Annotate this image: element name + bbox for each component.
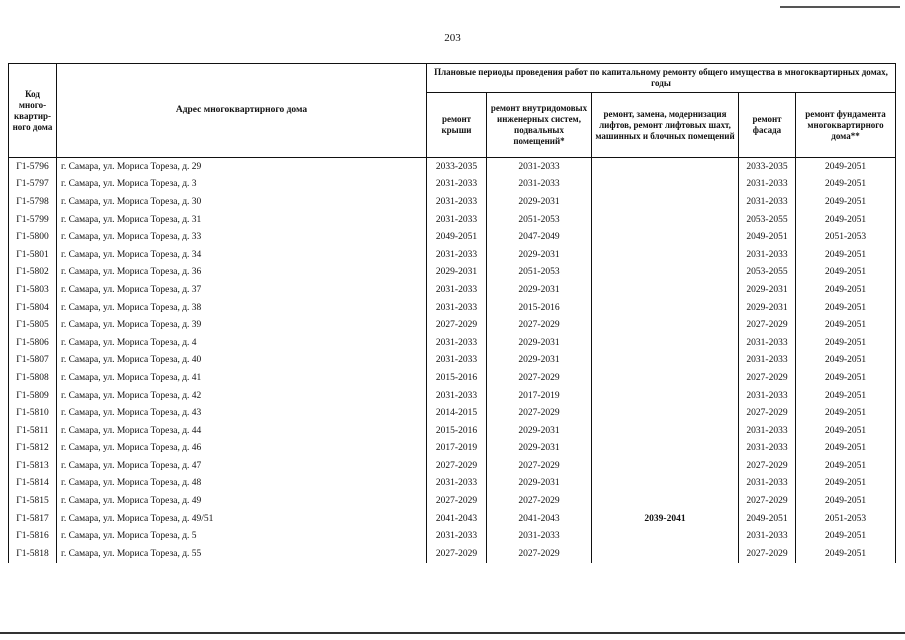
cell-systems: 2051-2053 (487, 211, 592, 229)
cell-facade: 2049-2051 (739, 510, 796, 528)
cell-facade: 2027-2029 (739, 369, 796, 387)
cell-code: Г1-5809 (9, 387, 57, 405)
cell-systems: 2029-2031 (487, 246, 592, 264)
cell-roof: 2031-2033 (427, 246, 487, 264)
cell-address: г. Самара, ул. Мориса Тореза, д. 30 (57, 193, 427, 211)
cell-systems: 2031-2033 (487, 527, 592, 545)
cell-foundation: 2049-2051 (796, 475, 896, 493)
cell-roof: 2031-2033 (427, 281, 487, 299)
table-row (9, 281, 896, 299)
cell-address: г. Самара, ул. Мориса Тореза, д. 38 (57, 299, 427, 317)
cell-systems: 2029-2031 (487, 422, 592, 440)
cell-address: г. Самара, ул. Мориса Тореза, д. 39 (57, 316, 427, 334)
cell-systems: 2041-2043 (487, 510, 592, 528)
cell-code: Г1-5799 (9, 211, 57, 229)
cell-lifts (592, 352, 739, 370)
cell-facade: 2027-2029 (739, 404, 796, 422)
cell-systems: 2027-2029 (487, 404, 592, 422)
cell-address: г. Самара, ул. Мориса Тореза, д. 37 (57, 281, 427, 299)
cell-foundation: 2049-2051 (796, 246, 896, 264)
cell-facade: 2031-2033 (739, 352, 796, 370)
cell-lifts (592, 334, 739, 352)
cell-foundation: 2049-2051 (796, 369, 896, 387)
cell-address: г. Самара, ул. Мориса Тореза, д. 3 (57, 176, 427, 194)
cell-facade: 2031-2033 (739, 334, 796, 352)
cell-lifts (592, 316, 739, 334)
table-row (9, 176, 896, 194)
cell-code: Г1-5817 (9, 510, 57, 528)
cell-address: г. Самара, ул. Мориса Тореза, д. 40 (57, 352, 427, 370)
header-roof: ремонт крыши (427, 93, 487, 158)
table-row (9, 334, 896, 352)
bottom-rule (0, 632, 905, 634)
cell-lifts (592, 475, 739, 493)
cell-roof: 2041-2043 (427, 510, 487, 528)
cell-systems: 2029-2031 (487, 475, 592, 493)
cell-roof: 2031-2033 (427, 352, 487, 370)
cell-systems: 2029-2031 (487, 281, 592, 299)
cell-systems: 2029-2031 (487, 440, 592, 458)
cell-systems: 2029-2031 (487, 352, 592, 370)
table-row (9, 316, 896, 334)
cell-lifts (592, 457, 739, 475)
cell-facade: 2029-2031 (739, 299, 796, 317)
cell-lifts: 2039-2041 (592, 510, 739, 528)
cell-code: Г1-5803 (9, 281, 57, 299)
table-row (9, 369, 896, 387)
cell-facade: 2027-2029 (739, 545, 796, 563)
cell-code: Г1-5800 (9, 228, 57, 246)
cell-roof: 2031-2033 (427, 475, 487, 493)
table-body (9, 158, 896, 563)
header-group: Плановые периоды проведения работ по капитальному ремонту общего имущества в многоквартирных домах, годы (427, 64, 896, 93)
cell-address: г. Самара, ул. Мориса Тореза, д. 48 (57, 475, 427, 493)
cell-facade: 2031-2033 (739, 246, 796, 264)
cell-code: Г1-5811 (9, 422, 57, 440)
cell-roof: 2031-2033 (427, 193, 487, 211)
cell-lifts (592, 211, 739, 229)
cell-roof: 2015-2016 (427, 369, 487, 387)
cell-facade: 2049-2051 (739, 228, 796, 246)
cell-foundation: 2049-2051 (796, 211, 896, 229)
header-foundation: ремонт фундамента многоквартирного дома** (796, 93, 896, 158)
table-row (9, 299, 896, 317)
table-row (9, 193, 896, 211)
cell-lifts (592, 369, 739, 387)
cell-code: Г1-5802 (9, 264, 57, 282)
cell-foundation: 2049-2051 (796, 440, 896, 458)
cell-address: г. Самара, ул. Мориса Тореза, д. 41 (57, 369, 427, 387)
cell-facade: 2033-2035 (739, 158, 796, 176)
table-row (9, 545, 896, 563)
cell-roof: 2031-2033 (427, 387, 487, 405)
cell-systems: 2017-2019 (487, 387, 592, 405)
header-address: Адрес многоквартирного дома (57, 64, 427, 158)
cell-roof: 2031-2033 (427, 176, 487, 194)
cell-systems: 2031-2033 (487, 176, 592, 194)
table-row (9, 246, 896, 264)
cell-facade: 2031-2033 (739, 440, 796, 458)
cell-foundation: 2049-2051 (796, 264, 896, 282)
cell-systems: 2027-2029 (487, 457, 592, 475)
cell-lifts (592, 158, 739, 176)
cell-foundation: 2049-2051 (796, 334, 896, 352)
cell-roof: 2029-2031 (427, 264, 487, 282)
cell-roof: 2031-2033 (427, 211, 487, 229)
cell-foundation: 2049-2051 (796, 457, 896, 475)
cell-facade: 2031-2033 (739, 422, 796, 440)
cell-roof: 2027-2029 (427, 492, 487, 510)
cell-lifts (592, 299, 739, 317)
cell-code: Г1-5816 (9, 527, 57, 545)
cell-address: г. Самара, ул. Мориса Тореза, д. 55 (57, 545, 427, 563)
cell-address: г. Самара, ул. Мориса Тореза, д. 34 (57, 246, 427, 264)
header-systems: ремонт внутридомовых инженерных систем, подвальных помещений* (487, 93, 592, 158)
cell-roof: 2015-2016 (427, 422, 487, 440)
cell-facade: 2031-2033 (739, 176, 796, 194)
cell-lifts (592, 440, 739, 458)
cell-facade: 2031-2033 (739, 527, 796, 545)
cell-systems: 2051-2053 (487, 264, 592, 282)
table-row (9, 211, 896, 229)
cell-facade: 2027-2029 (739, 316, 796, 334)
cell-roof: 2027-2029 (427, 457, 487, 475)
cell-systems: 2031-2033 (487, 158, 592, 176)
cell-address: г. Самара, ул. Мориса Тореза, д. 29 (57, 158, 427, 176)
cell-lifts (592, 281, 739, 299)
header-code: Код много-квартир-ного дома (9, 64, 57, 158)
cell-address: г. Самара, ул. Мориса Тореза, д. 5 (57, 527, 427, 545)
cell-roof: 2033-2035 (427, 158, 487, 176)
cell-lifts (592, 404, 739, 422)
cell-lifts (592, 527, 739, 545)
cell-facade: 2031-2033 (739, 387, 796, 405)
cell-roof: 2027-2029 (427, 316, 487, 334)
cell-lifts (592, 492, 739, 510)
cell-address: г. Самара, ул. Мориса Тореза, д. 42 (57, 387, 427, 405)
cell-foundation: 2049-2051 (796, 545, 896, 563)
cell-code: Г1-5796 (9, 158, 57, 176)
cell-roof: 2031-2033 (427, 334, 487, 352)
cell-address: г. Самара, ул. Мориса Тореза, д. 44 (57, 422, 427, 440)
cell-lifts (592, 246, 739, 264)
cell-systems: 2015-2016 (487, 299, 592, 317)
cell-code: Г1-5818 (9, 545, 57, 563)
cell-code: Г1-5797 (9, 176, 57, 194)
cell-facade: 2031-2033 (739, 193, 796, 211)
cell-code: Г1-5815 (9, 492, 57, 510)
cell-lifts (592, 176, 739, 194)
cell-systems: 2029-2031 (487, 334, 592, 352)
table-row (9, 158, 896, 176)
table-row (9, 510, 896, 528)
page-number: 203 (444, 32, 461, 44)
cell-systems: 2027-2029 (487, 545, 592, 563)
cell-address: г. Самара, ул. Мориса Тореза, д. 36 (57, 264, 427, 282)
cell-systems: 2047-2049 (487, 228, 592, 246)
cell-roof: 2031-2033 (427, 299, 487, 317)
cell-foundation: 2049-2051 (796, 193, 896, 211)
cell-address: г. Самара, ул. Мориса Тореза, д. 33 (57, 228, 427, 246)
cell-lifts (592, 193, 739, 211)
table-row (9, 457, 896, 475)
cell-foundation: 2049-2051 (796, 158, 896, 176)
cell-lifts (592, 387, 739, 405)
cell-roof: 2017-2019 (427, 440, 487, 458)
cell-roof: 2027-2029 (427, 545, 487, 563)
cell-roof: 2031-2033 (427, 527, 487, 545)
repair-schedule-table (8, 63, 896, 563)
cell-foundation: 2049-2051 (796, 299, 896, 317)
cell-code: Г1-5806 (9, 334, 57, 352)
cell-foundation: 2049-2051 (796, 527, 896, 545)
cell-facade: 2027-2029 (739, 457, 796, 475)
table-row (9, 527, 896, 545)
cell-code: Г1-5814 (9, 475, 57, 493)
cell-code: Г1-5813 (9, 457, 57, 475)
header-lifts: ремонт, замена, модернизация лифтов, ремонт лифтовых шахт, машинных и блочных помещений (592, 93, 739, 158)
cell-address: г. Самара, ул. Мориса Тореза, д. 49/51 (57, 510, 427, 528)
cell-code: Г1-5812 (9, 440, 57, 458)
cell-address: г. Самара, ул. Мориса Тореза, д. 46 (57, 440, 427, 458)
cell-facade: 2053-2055 (739, 264, 796, 282)
table-row (9, 352, 896, 370)
cell-foundation: 2049-2051 (796, 387, 896, 405)
table-row (9, 492, 896, 510)
cell-code: Г1-5804 (9, 299, 57, 317)
table-row (9, 387, 896, 405)
cell-foundation: 2049-2051 (796, 404, 896, 422)
cell-systems: 2027-2029 (487, 369, 592, 387)
cell-code: Г1-5807 (9, 352, 57, 370)
cell-address: г. Самара, ул. Мориса Тореза, д. 47 (57, 457, 427, 475)
cell-code: Г1-5810 (9, 404, 57, 422)
cell-address: г. Самара, ул. Мориса Тореза, д. 31 (57, 211, 427, 229)
cell-systems: 2027-2029 (487, 316, 592, 334)
cell-lifts (592, 228, 739, 246)
cell-lifts (592, 422, 739, 440)
cell-roof: 2049-2051 (427, 228, 487, 246)
cell-facade: 2031-2033 (739, 475, 796, 493)
cell-code: Г1-5808 (9, 369, 57, 387)
cell-code: Г1-5798 (9, 193, 57, 211)
cell-address: г. Самара, ул. Мориса Тореза, д. 43 (57, 404, 427, 422)
cell-code: Г1-5801 (9, 246, 57, 264)
cell-facade: 2027-2029 (739, 492, 796, 510)
cell-foundation: 2049-2051 (796, 352, 896, 370)
cell-facade: 2029-2031 (739, 281, 796, 299)
table-row (9, 440, 896, 458)
cell-foundation: 2049-2051 (796, 422, 896, 440)
cell-foundation: 2051-2053 (796, 510, 896, 528)
cell-foundation: 2049-2051 (796, 316, 896, 334)
cell-roof: 2014-2015 (427, 404, 487, 422)
scan-mark-line (780, 6, 900, 8)
cell-facade: 2053-2055 (739, 211, 796, 229)
cell-foundation: 2049-2051 (796, 176, 896, 194)
cell-foundation: 2051-2053 (796, 228, 896, 246)
cell-address: г. Самара, ул. Мориса Тореза, д. 49 (57, 492, 427, 510)
cell-lifts (592, 264, 739, 282)
cell-systems: 2027-2029 (487, 492, 592, 510)
table-row (9, 475, 896, 493)
header-facade: ремонт фасада (739, 93, 796, 158)
cell-lifts (592, 545, 739, 563)
table-row (9, 228, 896, 246)
cell-systems: 2029-2031 (487, 193, 592, 211)
cell-code: Г1-5805 (9, 316, 57, 334)
cell-foundation: 2049-2051 (796, 281, 896, 299)
cell-foundation: 2049-2051 (796, 492, 896, 510)
cell-address: г. Самара, ул. Мориса Тореза, д. 4 (57, 334, 427, 352)
table-row (9, 264, 896, 282)
table-row (9, 404, 896, 422)
table-row (9, 422, 896, 440)
